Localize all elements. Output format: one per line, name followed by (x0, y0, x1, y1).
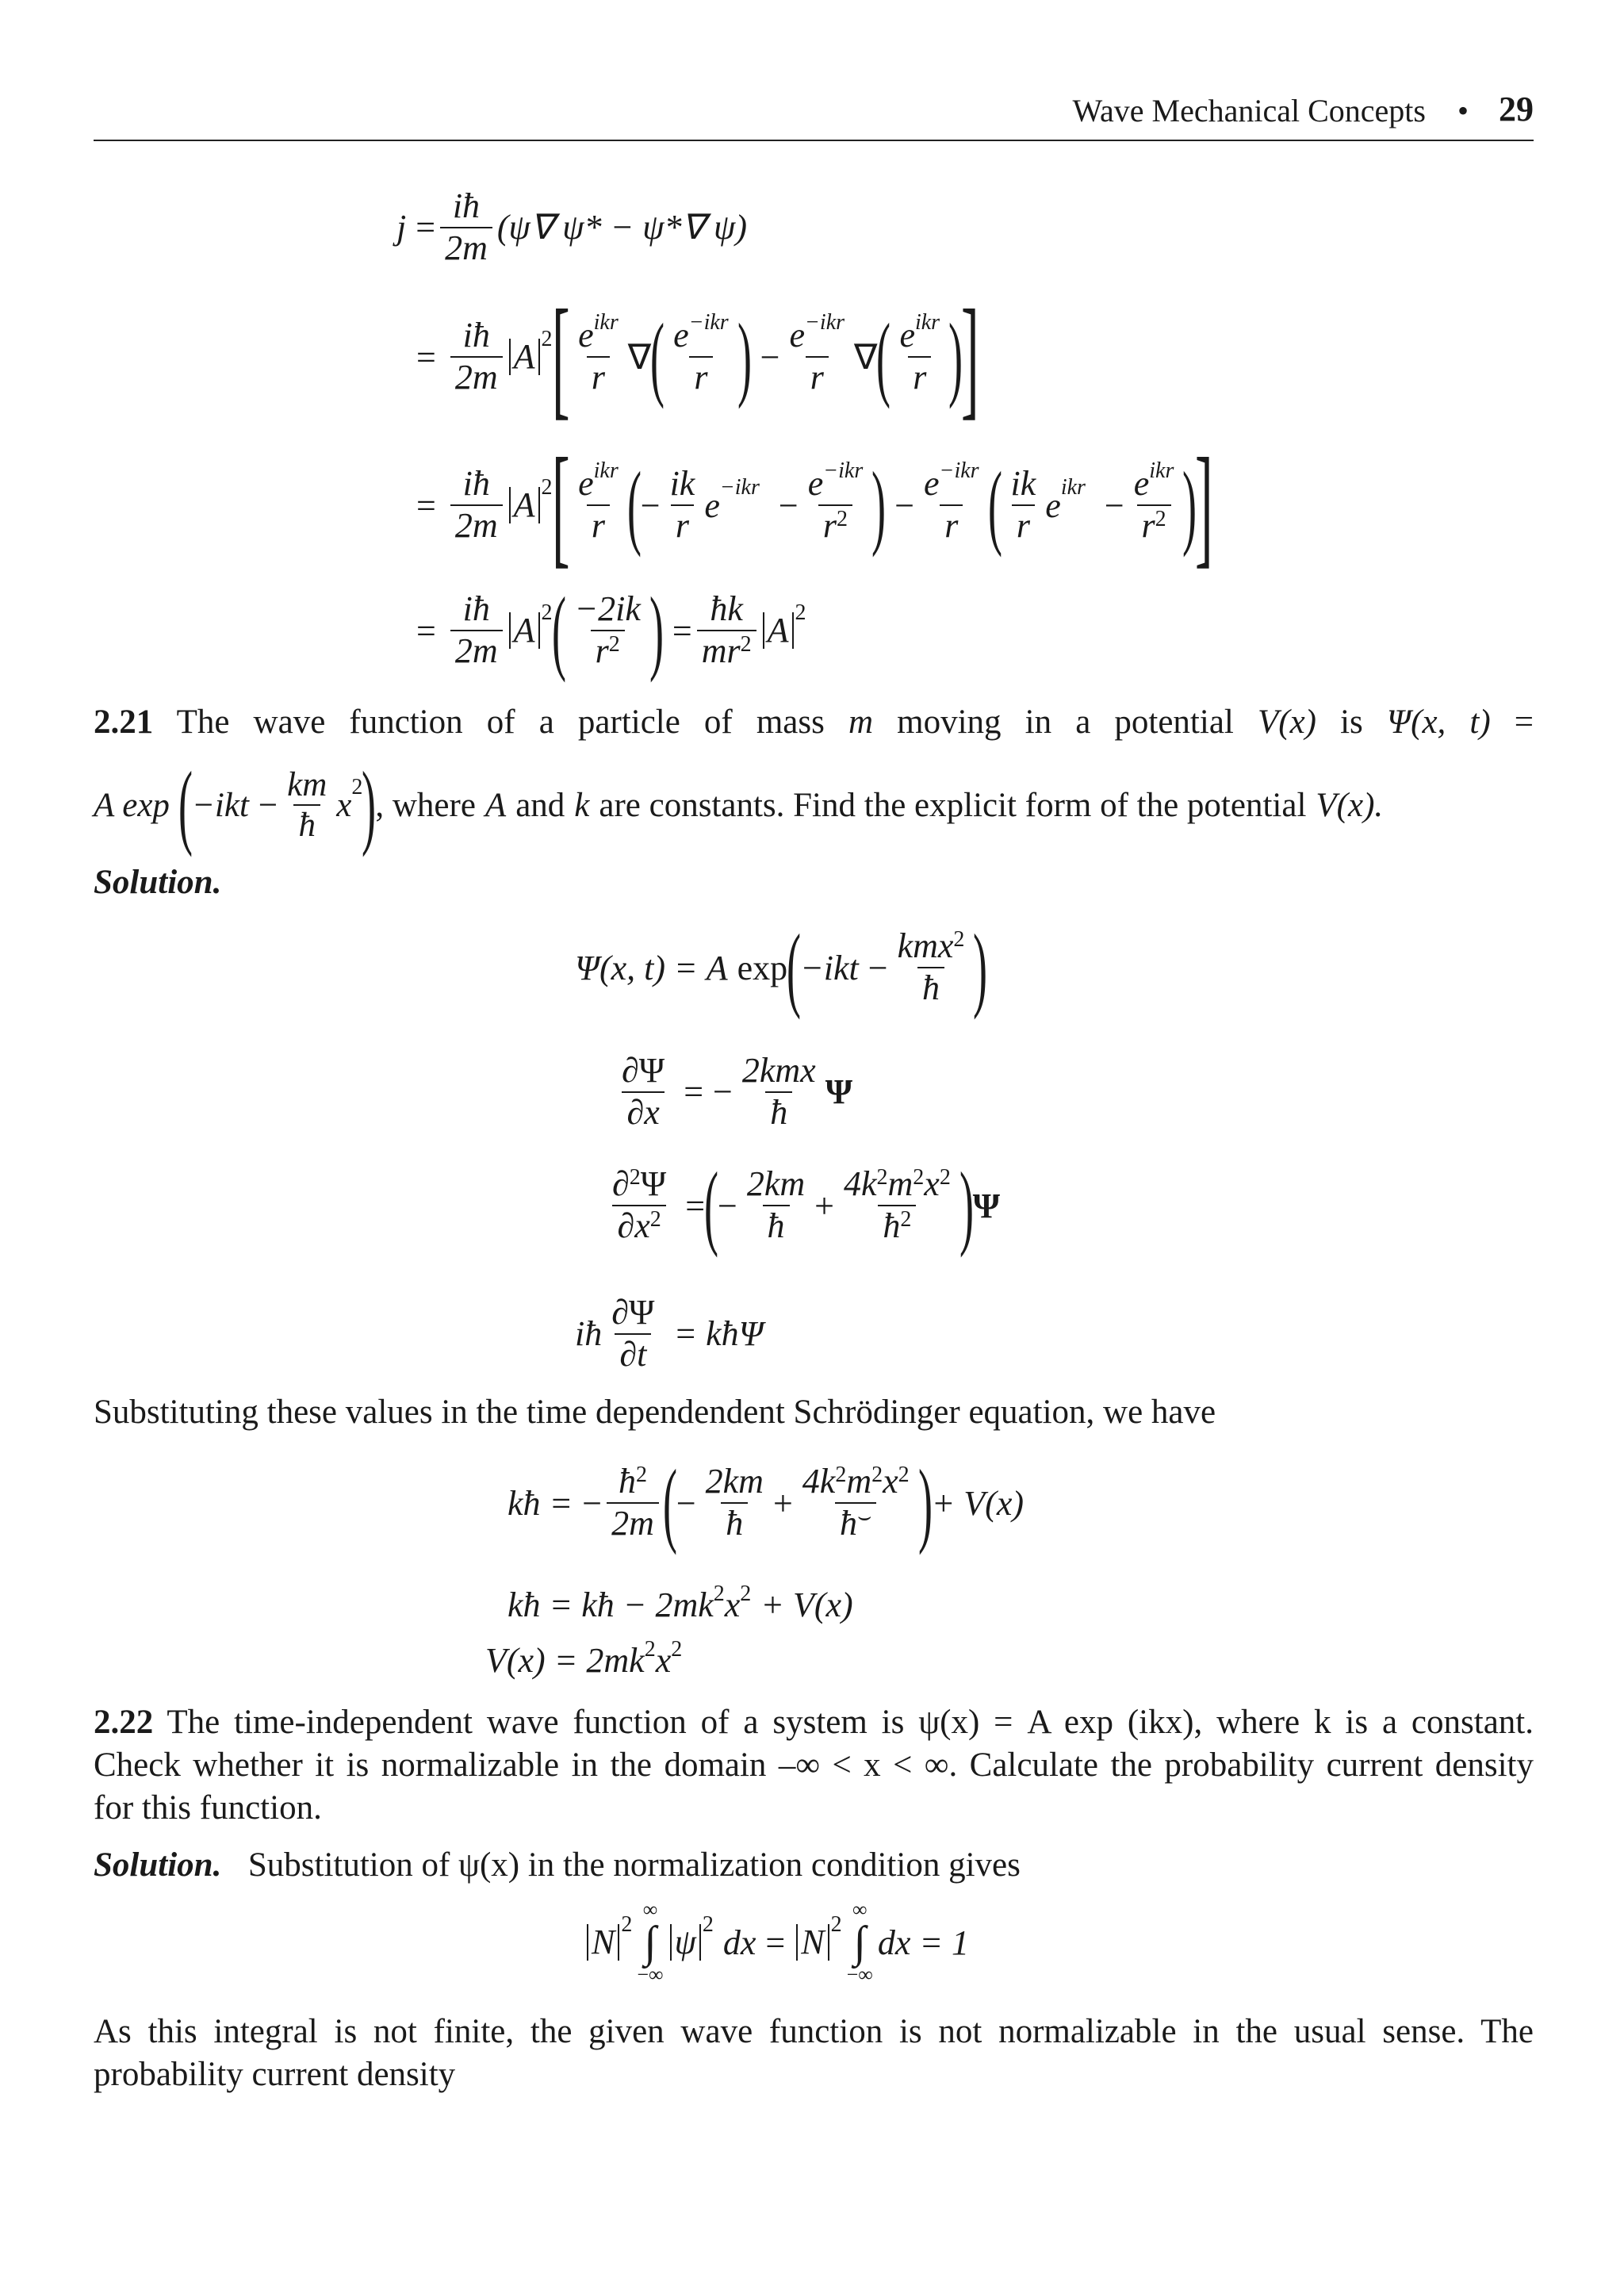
running-title: Wave Mechanical Concepts (1072, 93, 1426, 128)
bullet-separator: • (1457, 93, 1469, 128)
equation-simplified-1: kħ = kħ − 2mk 2 x 2 + V(x) (508, 1581, 853, 1624)
problem-2-21-line-2: A exp ( −ikt − $\frac{km}{ħ}$ x 2 ) , where A and k are constants. Find the explicit form of the potential V(x). (94, 752, 1384, 857)
equation-psi-definition: Ψ(x, t) = A exp ( −ikt − $\frac{kmx^2}{ħ}$ ) (575, 914, 988, 1020)
equation-normalization: N 2 ∞ ∫ −∞ ψ 2 dx = N 2 ∞ ∫ −∞ dx = 1 (585, 1900, 969, 1985)
equation-current-density-2: = $\frac{iħ}{2m}$ A 2 [ $\frac{e^{ikr}}{r}$ ∇ ( $\frac{e^{-ikr}}{r}$ ) − $\frac{e^{-ikr}}{r}$ ∇ ( $\frac{e^{ikr}}{r}$ ) ] (416, 282, 979, 431)
solution-2-21-label: Solution. (94, 864, 222, 901)
solution-2-22-intro: Solution. Substitution of ψ(x) in the normalization condition gives (94, 1846, 1021, 1884)
problem-2-22-line-2: Check whether it is normalizable in the domain –∞ < x < ∞. Calculate the probability current density (94, 1746, 1534, 1784)
equation-schrodinger-substituted: kħ = − $\frac{ħ^2}{2m}$ ( − $\frac{2km}{ħ}$ + $\frac{4k^2m^2x^2}{ħ^⌣}$ ) + V(x) (508, 1450, 1024, 1555)
substitution-sentence: Substituting these values in the time dependendent Schrödinger equation, we have (94, 1394, 1216, 1431)
closing-line-1: As this integral is not finite, the given wave function is not normalizable in the usual sense. The (94, 2013, 1534, 2050)
equation-time-derivative: iħ $\frac{\partial\Psi}{\partial t}$ = kħΨ (575, 1293, 764, 1374)
running-header (94, 92, 1534, 141)
equation-second-derivative-x: $\frac{\partial^2\Psi}{\partial x^2}$ = ( − $\frac{2km}{ħ}$ + $\frac{4k^2m^2x^2}{ħ^2}$ ) Ψ (612, 1152, 1001, 1258)
equation-current-density-3: = $\frac{iħ}{2m}$ A 2 [ $\frac{e^{ikr}}{r}$ ( − $\frac{ik}{r}$ e −ikr − $\frac{e^{-ikr}}{r^2}$ ) − $\frac{e^{-ikr}}{r}$ ( $\frac{ik}{r}$ e ikr − $\frac{e^{ikr}}{r^2}$ ) ] (416, 431, 1213, 580)
equation-first-derivative-x: $\frac{\partial\Psi}{\partial x}$ = − $\frac{\text{2kmx}}{ħ}$ Ψ (622, 1051, 853, 1132)
problem-2-22-line-3: for this function. (94, 1789, 322, 1827)
equation-current-density-4: = $\frac{iħ}{2m}$ A 2 ( $\frac{-2ik}{r^2}$ ) = $\frac{ħk}{mr^2}$ A 2 (416, 577, 806, 683)
problem-2-21-line-1: 2.21 The wave function of a particle of mass m moving in a potential V(x) is Ψ(x, t) = (94, 704, 1534, 741)
closing-line-2: probability current density (94, 2056, 456, 2093)
page-number: 29 (1499, 90, 1534, 128)
equation-potential-result: V(x) = 2mk 2 x 2 (485, 1636, 683, 1680)
fraction: $\frac{iħ}{2m}$ (440, 186, 492, 268)
equation-current-density-1: j = $\frac{iħ}{2m}$ (ψ∇ ψ* − ψ*∇ ψ) (396, 186, 748, 267)
problem-2-22-line-1: 2.22 The time-independent wave function of a system is ψ(x) = A exp (ikx), where k is a constant. (94, 1704, 1534, 1741)
